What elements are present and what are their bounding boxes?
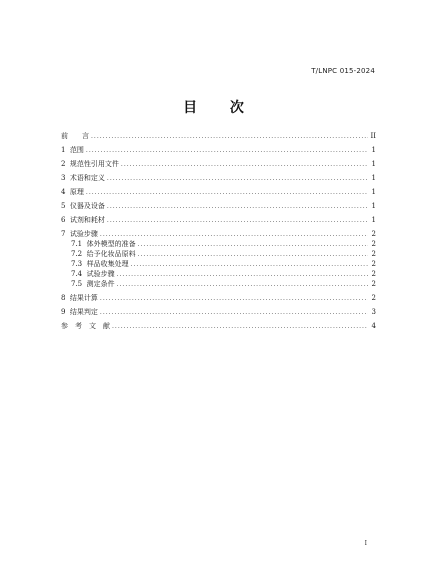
toc-entry-7-2[interactable] (71, 248, 376, 258)
toc-leader-dots (117, 281, 368, 288)
toc-entry-scope[interactable] (61, 144, 376, 154)
toc-entry-page: 2 (371, 230, 376, 238)
toc-entry-page: 1 (371, 188, 376, 196)
toc-entry-page: 2 (371, 240, 376, 248)
toc-leader-dots (100, 295, 368, 302)
toc-entry-label: 3 术语和定义 (61, 174, 105, 182)
toc-entry-page: 1 (371, 174, 376, 182)
toc-entry-result-calculation[interactable] (61, 292, 376, 302)
toc-entry-label: 5 仪器及设备 (61, 202, 105, 210)
toc-leader-dots (107, 175, 368, 182)
toc-entry-page: II (370, 132, 376, 140)
toc-entry-label: 7.2 给予化妆品原料 (71, 250, 136, 258)
toc-entry-page: 1 (371, 216, 376, 224)
toc-leader-dots (86, 147, 368, 154)
toc-entry-label: 7.3 样品收集处理 (71, 260, 129, 268)
toc-entry-label: 8 结果计算 (61, 294, 98, 302)
toc-entry-label: 6 试剂和耗材 (61, 216, 105, 224)
toc-entry-label: 7.4 试验步骤 (71, 270, 115, 278)
toc-entry-label: 4 原理 (61, 188, 84, 196)
toc-leader-dots (112, 323, 368, 330)
toc-entry-page: 1 (371, 160, 376, 168)
toc-entry-page: 3 (371, 308, 376, 316)
page-number: I (364, 540, 367, 547)
toc-entry-page: 1 (371, 146, 376, 154)
toc-entry-page: 4 (371, 322, 376, 330)
toc-entry-page: 2 (371, 294, 376, 302)
toc-entry-foreword[interactable] (61, 130, 376, 140)
toc-leader-dots (131, 261, 368, 268)
toc-entry-principle[interactable] (61, 186, 376, 196)
toc-entry-7-1[interactable] (71, 238, 376, 248)
toc-entry-page: 2 (371, 270, 376, 278)
toc-entry-test-steps[interactable] (61, 228, 376, 238)
toc-entry-label: 9 结果判定 (61, 308, 98, 316)
toc-entry-normative-references[interactable] (61, 158, 376, 168)
toc-leader-dots (138, 251, 368, 258)
toc-entry-page: 2 (371, 280, 376, 288)
toc-entry-label: 7.1 体外模型的准备 (71, 240, 136, 248)
document-code: T/LNPC 015-2024 (311, 67, 375, 75)
toc-entry-instruments[interactable] (61, 200, 376, 210)
toc-title: 目 次 (183, 100, 258, 116)
toc-entry-label: 1 范围 (61, 146, 84, 154)
toc-entry-7-3[interactable] (71, 258, 376, 268)
toc-leader-dots (117, 271, 368, 278)
toc-leader-dots (121, 161, 368, 168)
toc-entry-label: 前 言 (61, 132, 89, 140)
toc-leader-dots (100, 309, 368, 316)
toc-entry-7-5[interactable] (71, 278, 376, 288)
toc-entry-label: 7.5 测定条件 (71, 280, 115, 288)
toc-entry-label: 2 规范性引用文件 (61, 160, 119, 168)
toc-entry-result-judgment[interactable] (61, 306, 376, 316)
toc-leader-dots (100, 231, 368, 238)
toc-leader-dots (91, 133, 368, 140)
toc-entry-page: 2 (371, 260, 376, 268)
toc-leader-dots (86, 189, 368, 196)
toc-entry-label: 参 考 文 献 (61, 322, 110, 330)
toc-leader-dots (107, 217, 368, 224)
toc-leader-dots (107, 203, 368, 210)
toc-entry-reagents[interactable] (61, 214, 376, 224)
toc-entry-label: 7 试验步骤 (61, 230, 98, 238)
toc-entry-bibliography[interactable] (61, 320, 376, 330)
toc-entry-page: 1 (371, 202, 376, 210)
toc-leader-dots (138, 241, 368, 248)
toc-entry-page: 2 (371, 250, 376, 258)
toc-entry-7-4[interactable] (71, 268, 376, 278)
toc-entry-terms[interactable] (61, 172, 376, 182)
